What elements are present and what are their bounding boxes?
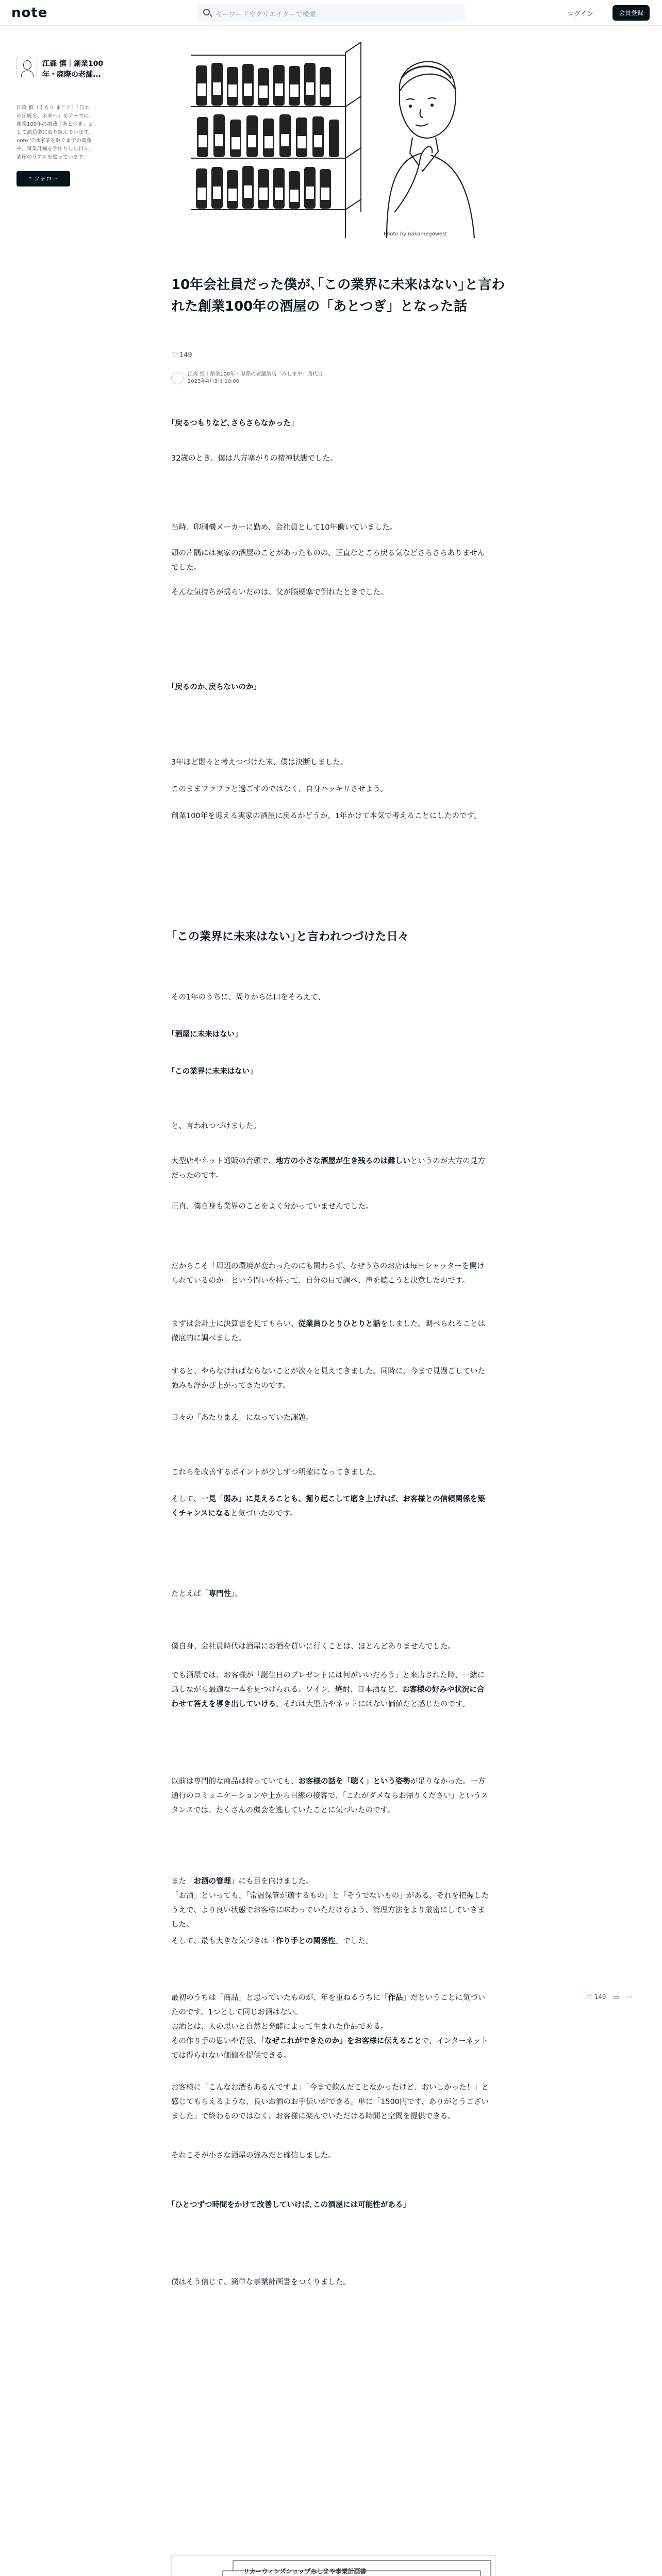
business-plan-figure[interactable] <box>171 2555 496 2576</box>
heart-icon: ♡ <box>171 351 179 359</box>
comment-icon[interactable]: ▭ <box>613 1993 619 2001</box>
search-icon <box>203 9 210 15</box>
search-placeholder: キーワードやクリエイターで検索 <box>216 11 316 19</box>
body-paragraph: お酒とは、人の思いと自然と発酵によって生まれた作品である。 <box>171 2023 388 2031</box>
body-paragraph: だからこそ「周辺の環境が変わったのにも関わらず、なぜうちのお店は毎日シャッターを開けられているのか」という問いを持って、自分の目で調べ、声を聴こうと決意したのです。 <box>171 1262 485 1285</box>
body-paragraph: 創業100年を迎える実家の酒屋に戻るかどうか。1年かけて本気で考えることにしたのです。 <box>171 812 482 820</box>
publish-date: 2023年4月3日 10:00 <box>188 379 240 384</box>
author-avatar[interactable] <box>16 57 37 77</box>
body-quote: ｢この業界に未来はない｣ <box>171 1067 254 1076</box>
hero-illustration <box>191 42 490 238</box>
body-paragraph: すると、やらなければならないことが次々と見えてきました。同時に、今まで見過ごしていた強みも浮かび上がってきたのです。 <box>171 1367 485 1390</box>
body-paragraph: そんな気持ちが揺らいだのは、父が脳梗塞で倒れたときでした。 <box>171 588 388 597</box>
body-quote: ｢戻るつもりなど､さらさらなかった｣ <box>171 419 295 428</box>
body-paragraph: と、言われつづけました。 <box>171 1122 261 1130</box>
body-paragraph: そして、一見「弱み」に見えることも、掘り起こして磨き上げれば、お客様との信頼関係を築くチャンスになると気づいたのです。 <box>171 1495 485 1518</box>
body-paragraph: そして、最も大きな気づきは「作り手との関係性」でした。 <box>171 1937 373 1945</box>
body-paragraph: それこそが小さな酒屋の強みだと確信しました。 <box>171 2151 336 2160</box>
author-card <box>16 57 114 187</box>
body-paragraph: でも酒屋では、お客様が「誕生日のプレゼントには何がいいだろう」と来店された時、一緒に話しながら最適な一本を見つけられる。ワイン、焼酎、日本酒など、お客様の好みや状況に合わせて答えを導き出していける。それは大型店やネットにはない価値だと感じたのです。 <box>171 1671 485 1708</box>
body-paragraph: 僕はそう信じて、簡単な事業計画書をつくりました。 <box>171 2278 351 2286</box>
author-bio: 江森 慎（えもり まこと）「日本の伝統を、未来へ」をテーマに、創業100年の酒蔵「あとつぎ」として酒造業に取り組んでいます。note では家業を継ぐまでの葛藤や、事業計画を手作りした日々、酒屋のリアルを綴っています。 <box>16 105 94 160</box>
body-paragraph: たとえば「専門性」。 <box>171 1590 242 1598</box>
body-paragraph: 僕自身、会社員時代は酒屋にお酒を買いに行くことは、ほとんどありませんでした。 <box>171 1642 455 1651</box>
body-quote: ｢ひとつずつ時間をかけて改善していけば､この酒屋には可能性がある｣ <box>171 2201 407 2209</box>
side-like-count: 149 <box>594 1993 606 2001</box>
note-logo[interactable]: note <box>11 5 48 21</box>
more-icon[interactable]: ⋯ <box>626 1993 633 2001</box>
follow-button[interactable]: ⁺ フォロー <box>16 171 70 187</box>
body-paragraph: まずは会計士に決算書を見てもらい、従業員ひとりひとりと話をしました。調べられることは徹底的に調べました。 <box>171 1320 485 1343</box>
body-paragraph: このままフラフラと過ごすのではなく、自身ハッキリさせよう。 <box>171 785 388 793</box>
body-paragraph: その作り手の思いや背景、「なぜこれができたのか」をお客様に伝えることで、インターネットでは得られない価値を提供できる。 <box>171 2037 488 2060</box>
body-paragraph: また「お酒の管理」にも目を向けました。 <box>171 1877 313 1886</box>
body-paragraph: 頭の片隅には実家の酒屋のことがあったものの、正直なところ戻る気などさらさらありませんでした。 <box>171 549 485 572</box>
body-paragraph: これらを改善するポイントが少しずつ明確になってきました。 <box>171 1468 380 1477</box>
signup-button[interactable]: 会員登録 <box>613 5 650 21</box>
body-paragraph: 最初のうちは「商品」と思っていたものが、年を重ねるうちに「作品」だということに気づいたのです。1つとして同じお酒はない。 <box>171 1994 485 2016</box>
article-title: 10年会社員だった僕が､｢この業界に未来はない｣と言われた創業100年の酒屋の「あとつぎ」となった話 <box>171 277 505 314</box>
body-paragraph: 「お酒」といっても、「常温保管が適するもの」と「そうでないもの」がある。それを把握したうえで、より良い状態でお客様に味わっていただけるよう、管理方法をより厳密にしていきました。 <box>171 1892 489 1929</box>
site-header <box>0 0 662 26</box>
login-link[interactable]: ログイン <box>567 10 594 18</box>
section-heading: ｢この業界に未来はない｣と言われつづけた日々 <box>171 930 409 943</box>
author-name[interactable]: 江森 慎｜創業100年・廃際の老舗... <box>42 60 104 79</box>
body-paragraph: 当時、印刷機メーカーに勤め、会社員として10年働いていました。 <box>171 523 398 532</box>
body-quote: ｢戻るのか､戻らないのか｣ <box>171 683 257 691</box>
byline-author[interactable]: 江森 慎｜創業100年・廃際の老舗酒店「みしまや」四代目 <box>188 371 323 377</box>
plan-back-label: リカーウィンズショップみしまや事業計画書 <box>243 2568 367 2575</box>
like-counter[interactable]: ♡ 149 <box>171 351 192 359</box>
body-paragraph: 3年ほど悶々と考えつづけた末、僕は決断しました。 <box>171 758 348 767</box>
side-actions <box>587 1993 633 2001</box>
body-paragraph: 大型店やネット通販の台頭で、地方の小さな酒屋が生き残るのは難しいというのが大方の見方だったのです。 <box>171 1157 485 1180</box>
byline-avatar <box>171 372 184 384</box>
search-box[interactable] <box>197 4 465 22</box>
body-paragraph: お客様に「こんなお酒もあるんですよ」「今まで飲んだことなかったけど、おいしかった！」と感じてもらえるような、良いお酒のお手伝いができる。単に「1500円です、ありがとうございました」で終わるのではなく、お客様に楽んでいただける時間と空間を提供できる。 <box>171 2083 489 2121</box>
body-paragraph: 正直、僕自身も業界のことをよく分かっていませんでした。 <box>171 1202 373 1211</box>
hero-photo-credit[interactable]: Photo by nakamegowest <box>384 231 448 237</box>
person-plus-icon: ⁺ <box>28 175 34 182</box>
body-paragraph: 以前は専門的な商品は持っていても、お客様の話を「聴く」という姿勢が足りなかった。一方通行のコミュニケーションや上から目線の接客で、「これがダメならお帰りください」というスタンスでは、たくさんの機会を逃していたことに気づいたのです。 <box>171 1777 489 1815</box>
body-paragraph: その1年のうちに、周りからは口をそろえて、 <box>171 993 325 1002</box>
body-quote: ｢酒屋に未来はない｣ <box>171 1030 239 1039</box>
heart-icon[interactable]: ♡ <box>587 1993 592 2001</box>
body-paragraph: 日々の「あたりまえ」になっていた課題。 <box>171 1414 313 1422</box>
body-paragraph: 32歳のとき、僕は八方塞がりの精神状態でした。 <box>171 454 338 463</box>
